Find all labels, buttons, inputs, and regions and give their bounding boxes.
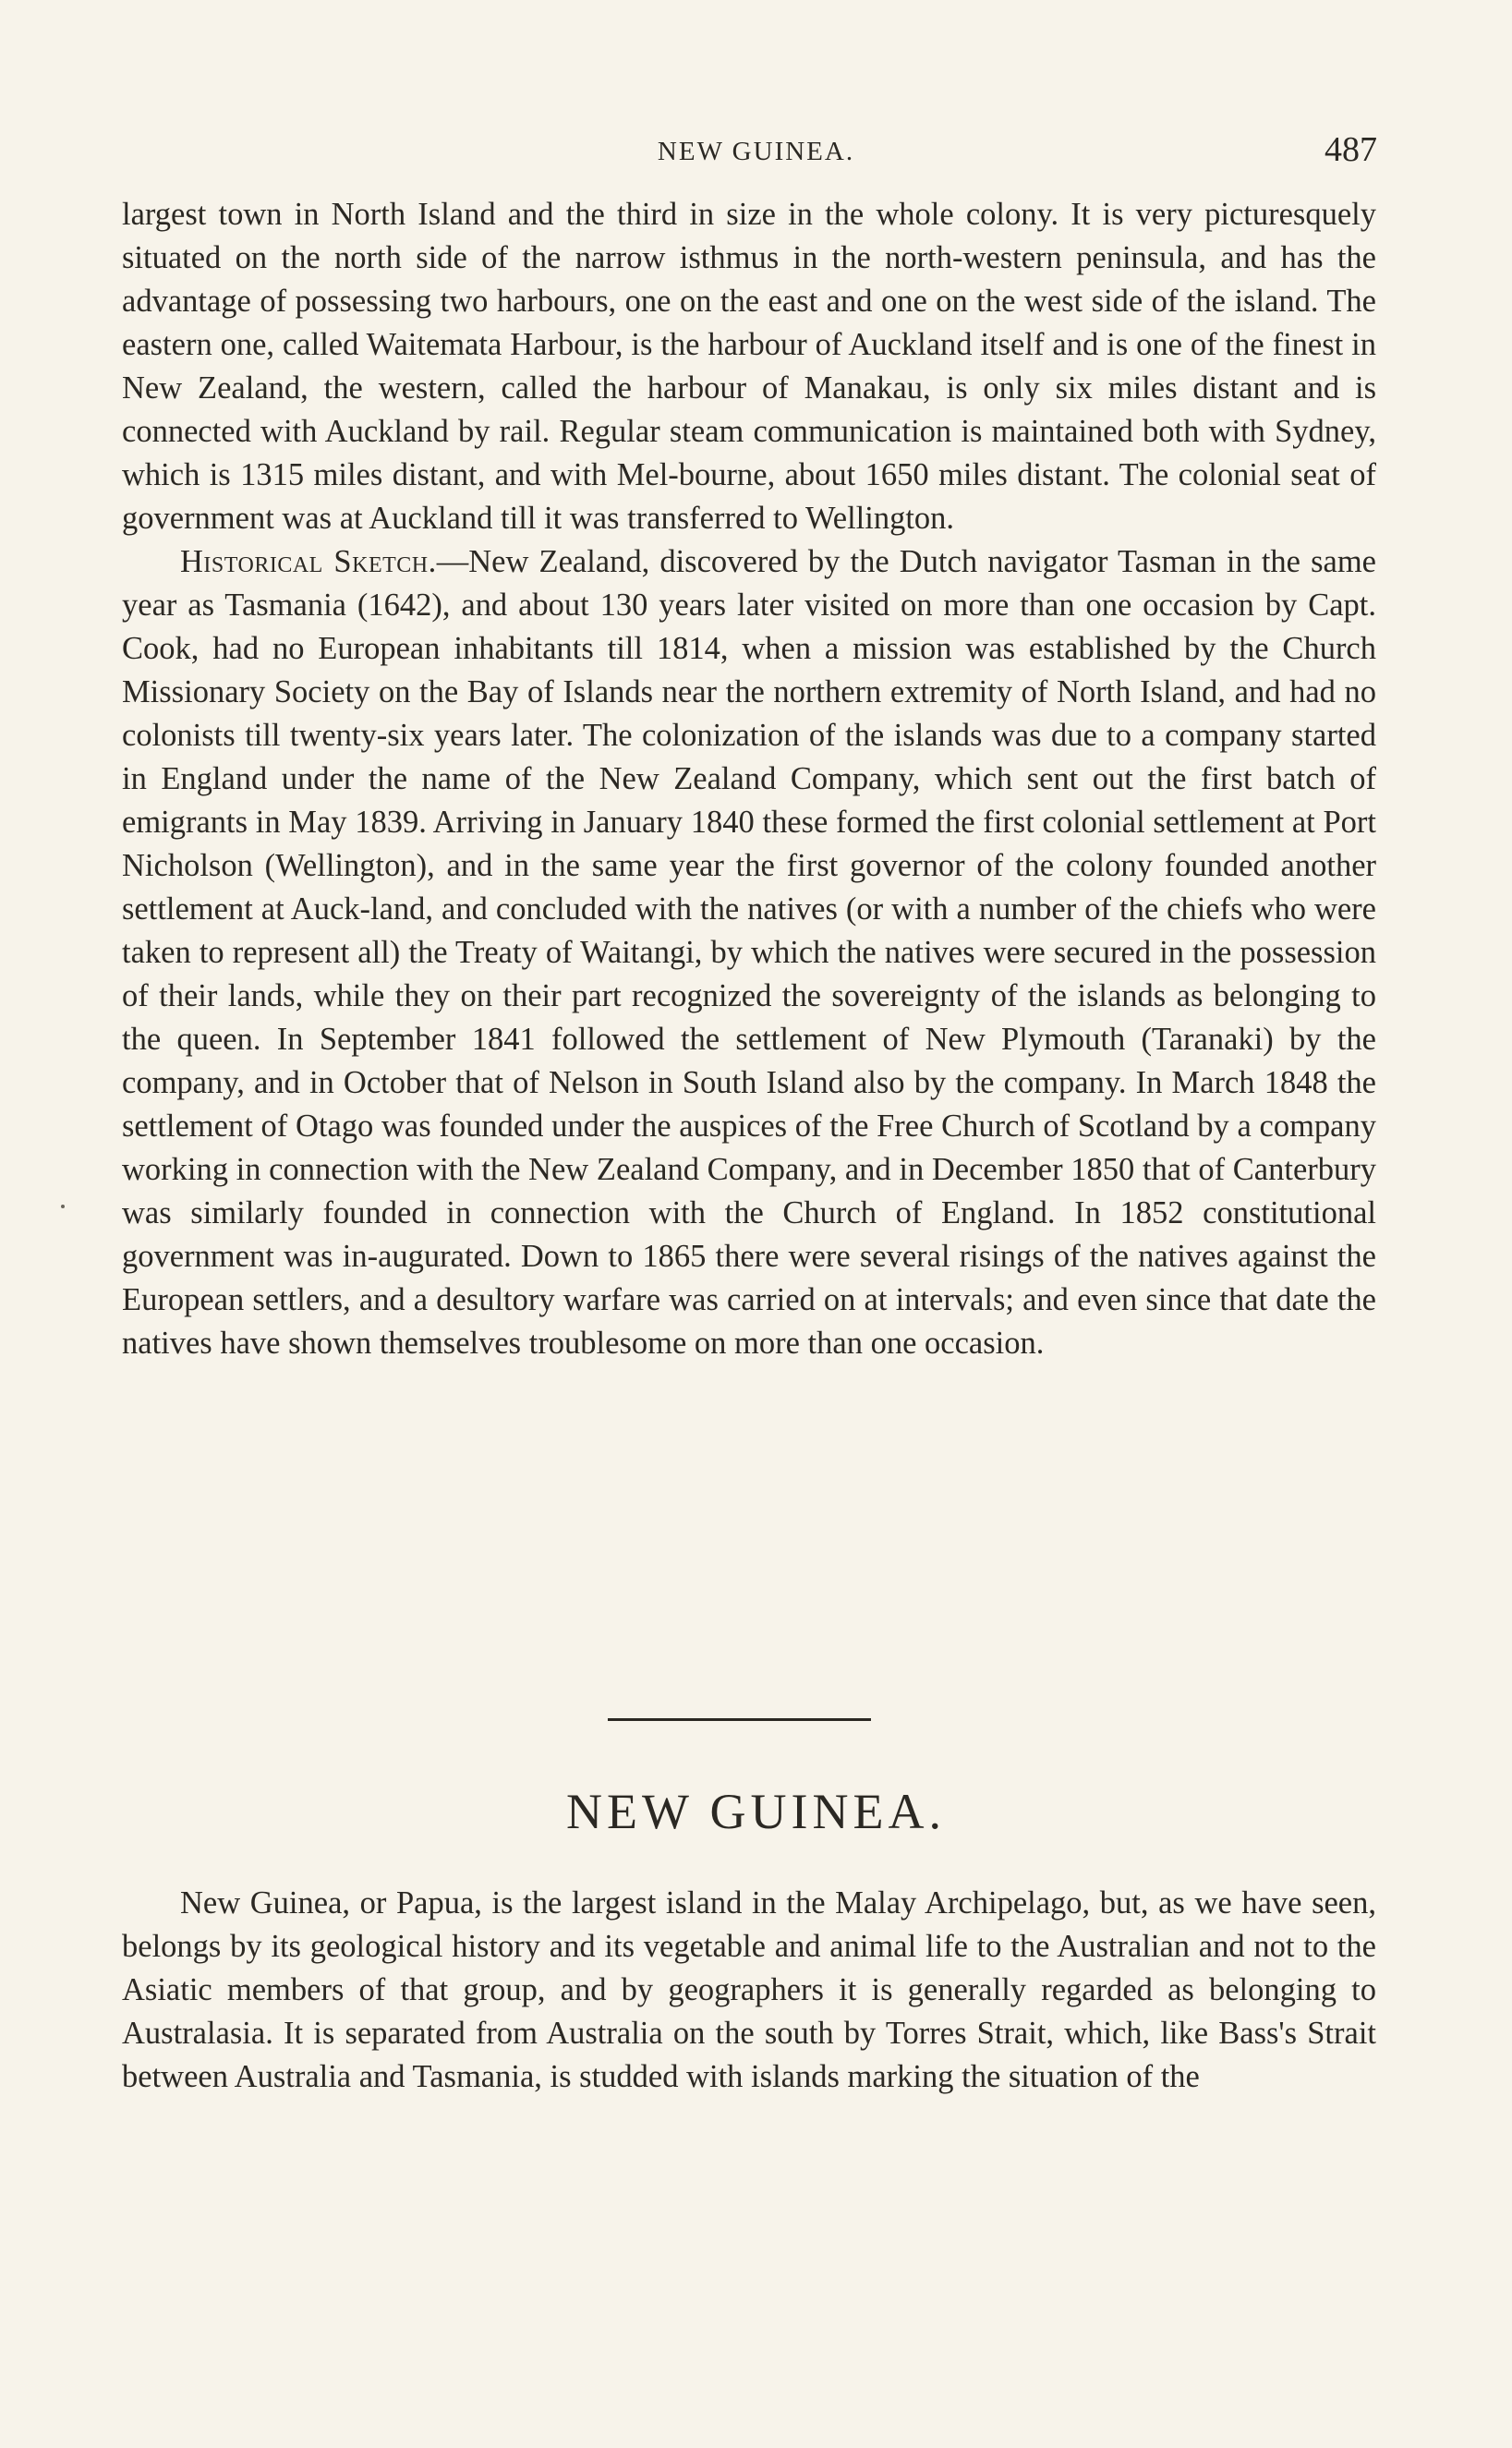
running-head xyxy=(0,130,1512,170)
page-number: 487 xyxy=(1325,130,1377,169)
continued-text xyxy=(122,193,1376,1365)
paragraph-heading: Historical Sketch. xyxy=(180,544,437,579)
section-text xyxy=(122,1882,1376,2099)
paragraph-new-guinea: New Guinea, or Papua, is the largest island in the Malay Archipelago, but, as we have seen, belongs by its geological history and its vegetable and animal life to the Australian and not to the Asiatic members of that group, and by geographers it is generally regarded as belonging to Australasia. It is separated from Australia on the south by Torres Strait, which, like Bass's Strait between Australia and Tasmania, is studded with islands marking the situation of the xyxy=(122,1885,1376,2094)
section-title: NEW GUINEA. xyxy=(566,1784,946,1839)
paragraph-text: —New Zealand, discovered by the Dutch navigator Tasman in the same year as Tasmania (1642), and about 130 years later visited on more than one occasion by Capt. Cook, had no European inhabitants till 1814, when a mission was established by the Church Missionary Society on the Bay of Islands near the northern extremity of North Island, and had no colonists till twenty-six years later. The colonization of the islands was due to a company started in England under the name of the New Zealand Company, which sent out the first batch of emigrants in May 1839. Arriving in January 1840 these formed the first colonial settlement at Port Nicholson (Wellington), and in the same year the first governor of the colony founded another settlement at Auck-land, and concluded with the natives (or with a number of the chiefs who were taken to represent all) the Treaty of Waitangi, by which the natives were secured in the possession of their lands, while they on their part recognized the sovereignty of the islands as belonging to the queen. In September 1841 followed the settlement of New Plymouth (Taranaki) by the company, and in October that of Nelson in South Island also by the company. In March 1848 the settlement of Otago was founded under the auspices of the Free Church of Scotland by a company working in connection with the New Zealand Company, and in December 1850 that of Canterbury was similarly founded in connection with the Church of England. In 1852 constitutional government was in-augurated. Down to 1865 there were several risings of the natives against the European settlers, and a desultory warfare was carried on at intervals; and even since that date the natives have shown themselves troublesome on more than one occasion. xyxy=(122,544,1376,1361)
paragraph-auckland: largest town in North Island and the third in size in the whole colony. It is very picturesquely situated on the north side of the narrow isthmus in the north-western peninsula, and has the advantage of possessing two harbours, one on the east and one on the west side of the island. The eastern one, called Waitemata Harbour, is the harbour of Auckland itself and is one of the finest in New Zealand, the western, called the harbour of Manakau, is only six miles distant and is connected with Auckland by rail. Regular steam communication is maintained both with Sydney, which is 1315 miles distant, and with Mel-bourne, about 1650 miles distant. The colonial seat of government was at Auckland till it was transferred to Wellington. xyxy=(122,197,1376,536)
running-title: NEW GUINEA. xyxy=(657,137,855,166)
section-divider xyxy=(608,1718,871,1721)
paragraph-historical-sketch xyxy=(122,540,1376,1365)
margin-mark xyxy=(61,1205,65,1208)
